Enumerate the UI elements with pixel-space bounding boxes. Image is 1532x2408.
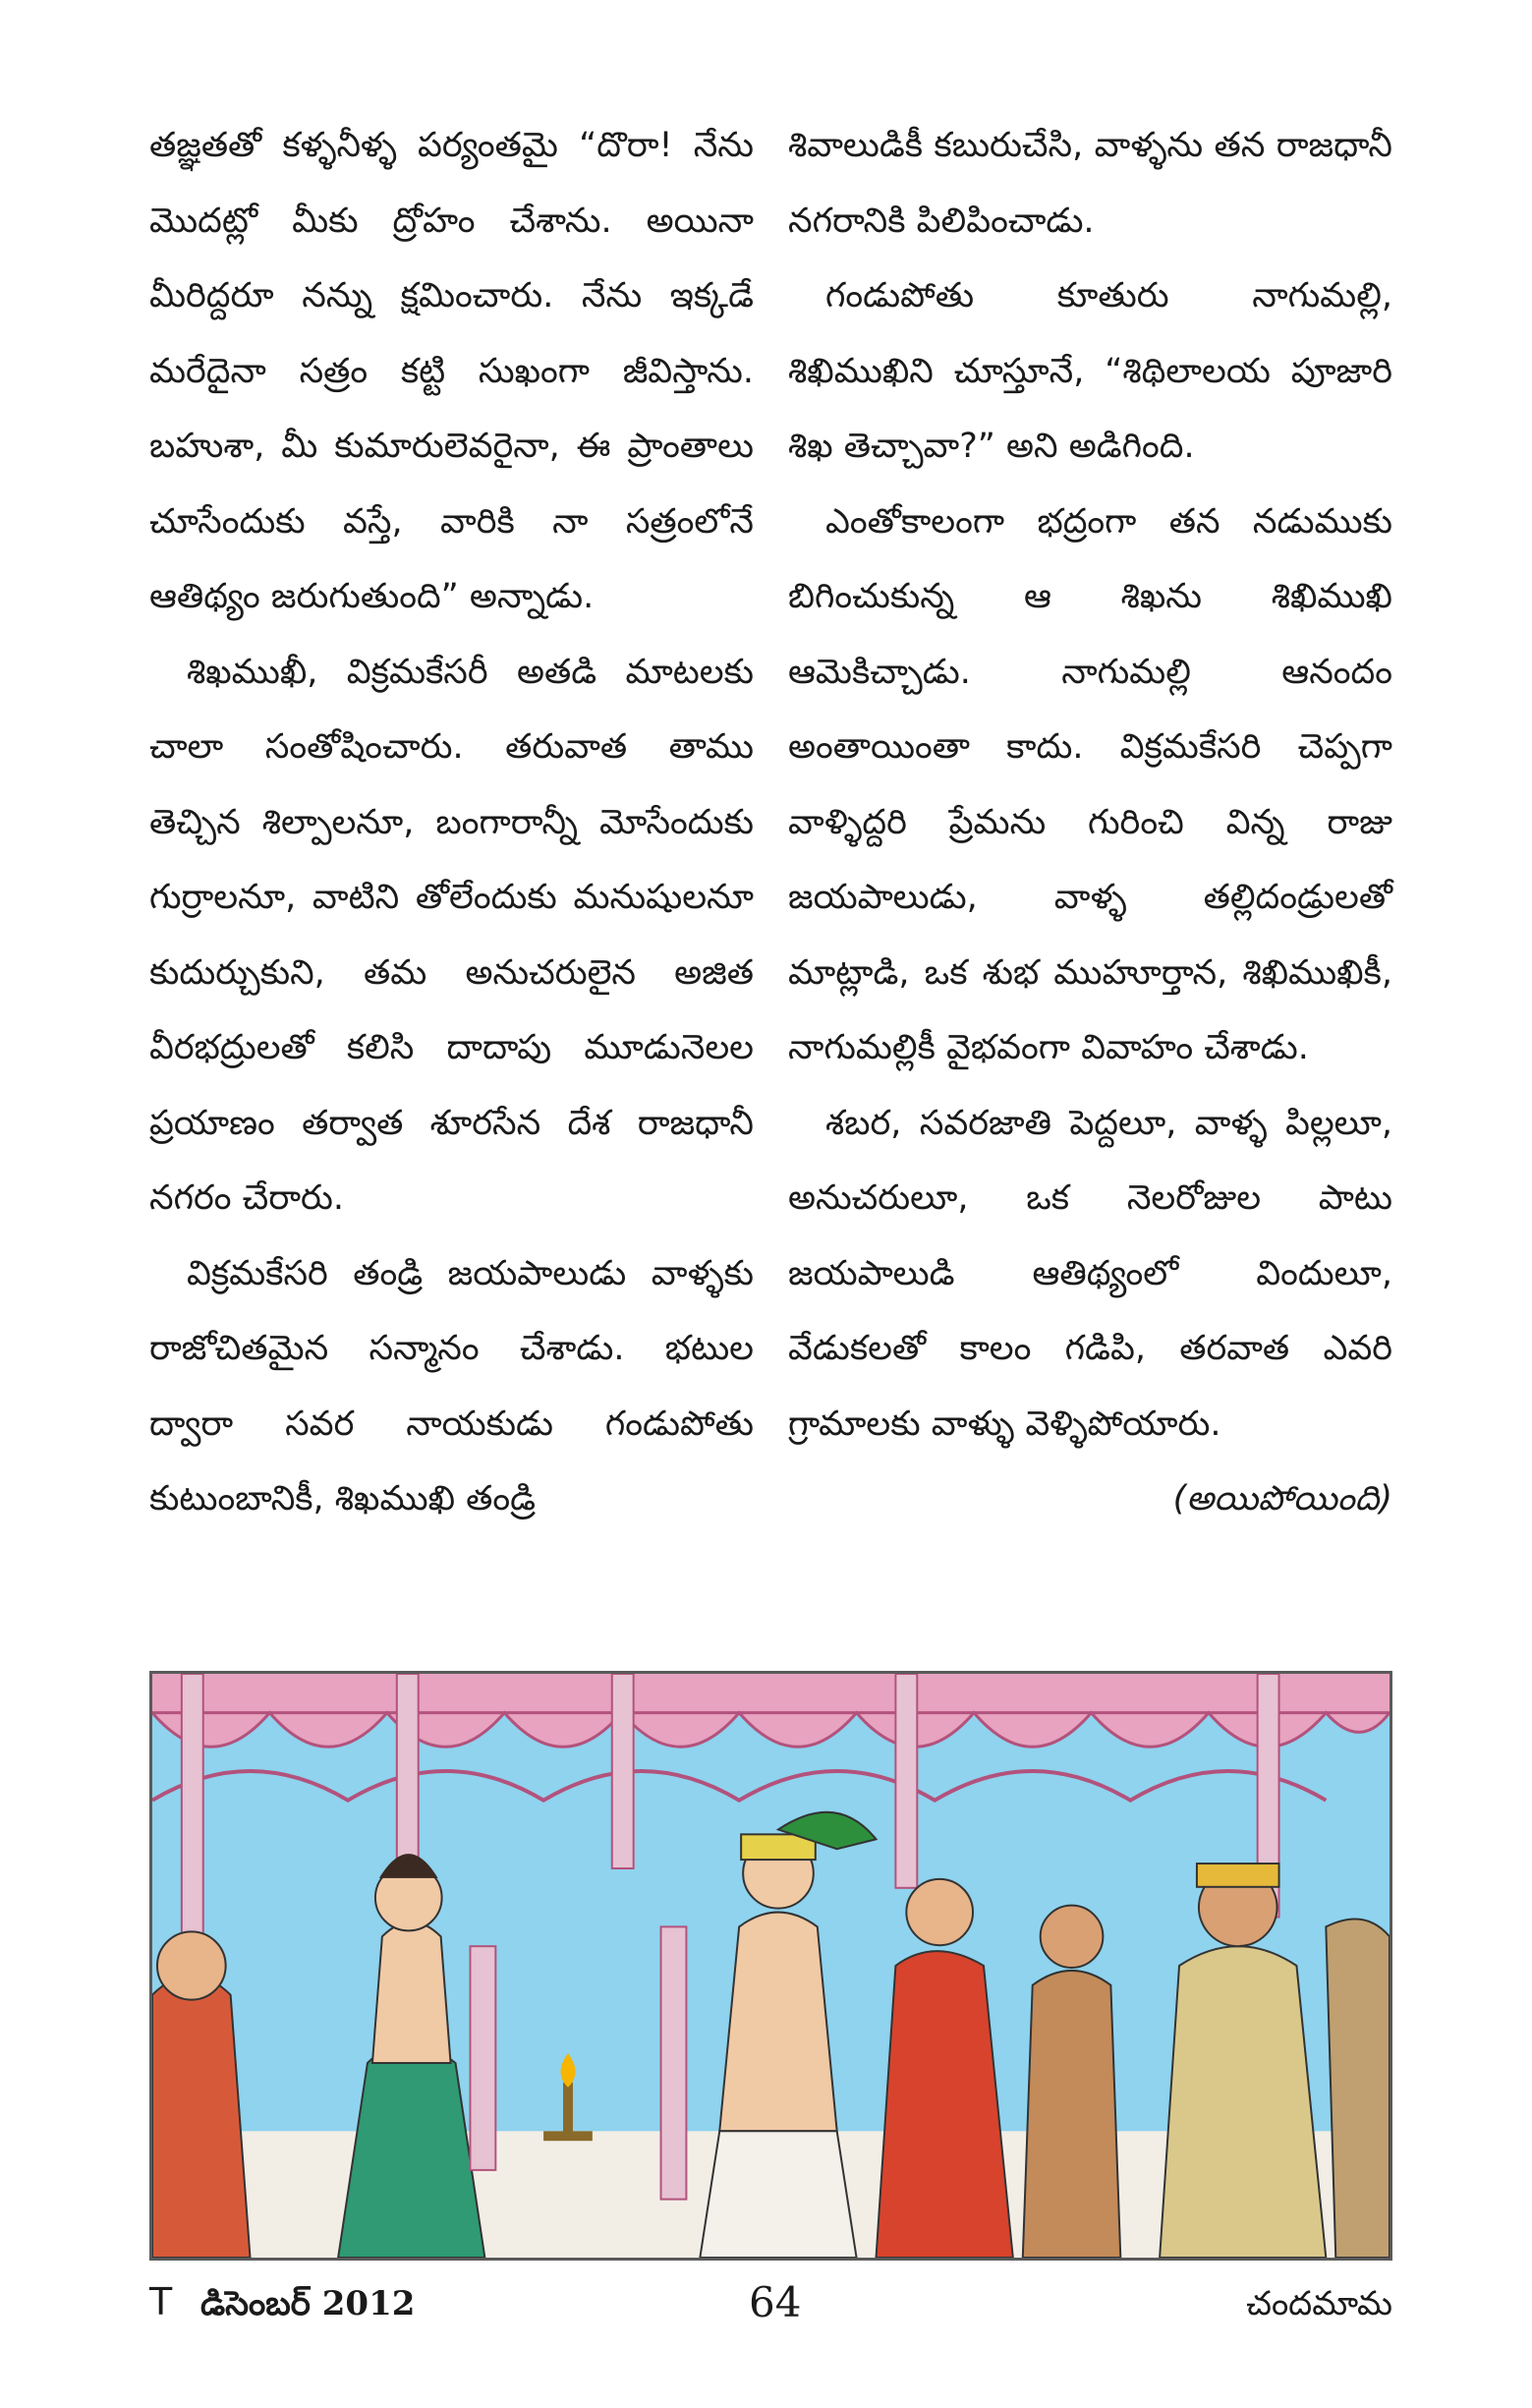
canopy-top xyxy=(152,1674,1390,1713)
paragraph: శివాలుడికీ కబురుచేసి, వాళ్ళను తన రాజధానీ నగరానికి పిలిపించాడు. xyxy=(788,126,1392,241)
bride-garland xyxy=(470,1946,495,2170)
groom-dhoti xyxy=(700,2131,856,2258)
groom-body xyxy=(719,1913,836,2132)
story-text xyxy=(149,108,1392,1612)
wedding-illustration xyxy=(149,1671,1392,2261)
paragraph: గండుపోతు కూతురు నాగుమల్లి, శిఖిముఖిని చూస్తూనే, “శిథిలాలయ పూజారి శిఖ తెచ్చావా?” అని అడిగింది. xyxy=(788,276,1392,466)
garland-pole xyxy=(612,1674,634,1868)
magazine-name: చందమామ xyxy=(1246,2284,1392,2323)
paragraph: శబర, సవరజాతి పెద్దలూ, వాళ్ళ పిల్లలూ, అనుచరులూ, ఒక నెలరోజుల పాటు జయపాలుడి ఆతిథ్యంలో విందులూ, వేడుకలతో కాలం గడిపి, తరవాత ఎవరి గ్రామాలకు వాళ్ళు వెళ్ళిపోయారు. xyxy=(788,1103,1392,1444)
figure-guest xyxy=(1023,1971,1121,2258)
paragraph: శిఖముఖీ, విక్రమకేసరీ అతడి మాటలకు చాలా సంతోషించారు. తరువాత తాము తెచ్చిన శిల్పాలనూ, బంగారాన్నీ మోసేందుకు గుర్రాలనూ, వాటిని తోలేందుకు మనుషులనూ కుదుర్చుకుని, తమ అనుచరులైన అజిత వీరభద్రులతో కలిసి దాదాపు మూడునెలల ప్రయాణం తర్వాత శూరసేన దేశ రాజధానీ నగరం చేరారు. xyxy=(149,652,754,1218)
figure-guest-head xyxy=(1041,1906,1104,1968)
page-number: 64 xyxy=(749,2278,802,2326)
paragraph: తజ్ఞతతో కళ్ళనీళ్ళ పర్యంతమై “దొరా! నేను మొదట్లో మీకు ద్రోహం చేశాను. అయినా మీరిద్దరూ నన్ను క్షమించారు. నేను ఇక్కడే మరేదైనా సత్రం కట్టి సుఖంగా జీవిస్తాను. బహుశా, మీ కుమారులెవరైనా, ఈ ప్రాంతాలు చూసేందుకు వస్తే, వారికి నా సత్రంలోనే ఆతిథ్యం జరుగుతుంది” అన్నాడు. xyxy=(149,126,754,616)
figure-tribal-headdress xyxy=(1197,1863,1279,1887)
issue-date: డిసెంబర్ 2012 xyxy=(200,2284,416,2323)
page-footer xyxy=(149,2278,1392,2337)
figure-edge xyxy=(1326,1919,1390,2258)
left-column xyxy=(149,108,754,1612)
figure-left-head xyxy=(157,1931,226,1999)
paragraph: విక్రమకేసరి తండ్రి జయపాలుడు వాళ్ళకు రాజోచితమైన సన్మానం చేశాడు. భటుల ద్వారా సవర నాయకుడు గండుపోతు కుటుంబానికీ, శిఖముఖి తండ్రి xyxy=(149,1253,754,1519)
right-column xyxy=(788,108,1392,1612)
footer-letter: T xyxy=(149,2280,173,2323)
figure-red-head xyxy=(906,1879,973,1945)
bride-body xyxy=(372,1921,451,2063)
lamp-stand xyxy=(563,2083,573,2136)
paragraph: ఎంతోకాలంగా భద్రంగా తన నడుముకు బిగించుకున్న ఆ శిఖను శిఖిముఖి ఆమెకిచ్చాడు. నాగుమల్లి ఆనందం అంతాయింతా కాదు. విక్రమకేసరి చెప్పగా వాళ్ళిద్దరి ప్రేమను గురించి విన్న రాజు జయపాలుడు, వాళ్ళ తల్లిదండ్రులతో మాట్లాడి, ఒక శుభ ముహూర్తాన, శిఖిముఖికీ, నాగుమల్లికీ వైభవంగా వివాహం చేశాడు. xyxy=(788,501,1392,1067)
groom-garland xyxy=(661,1926,687,2199)
story-ending: (అయిపోయింది) xyxy=(1172,1479,1392,1519)
illustration-art xyxy=(152,1674,1390,2258)
garland-pole xyxy=(895,1674,917,1888)
